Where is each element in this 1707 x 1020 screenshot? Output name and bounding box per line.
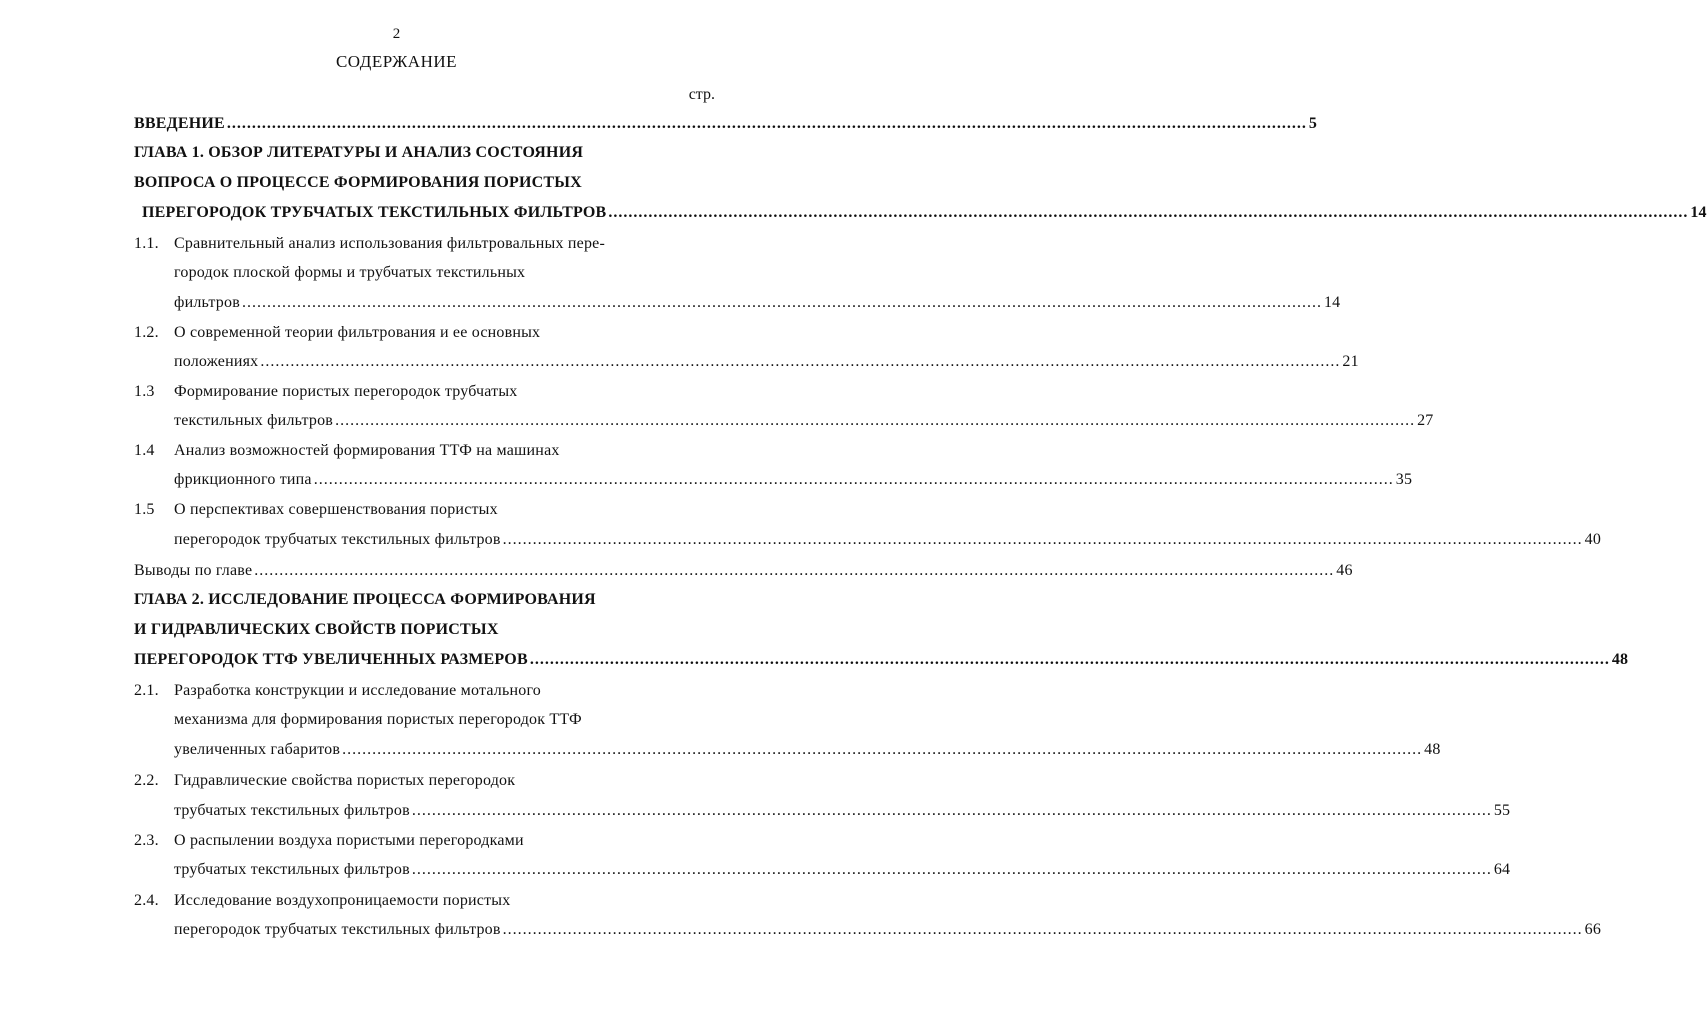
toc-entry-text: Выводы по главе [134, 562, 253, 579]
toc-entry-page: 14 [1690, 204, 1707, 221]
toc-entry-page: 40 [1584, 531, 1602, 548]
toc-entry-text: городок плоской формы и трубчатых текстильных [174, 264, 526, 281]
toc-entry-text: увеличенных габаритов [174, 741, 341, 758]
toc-section-2-1-line-1 [134, 680, 716, 702]
toc-section-number: 1.1. [134, 235, 159, 252]
page-title: СОДЕРЖАНИЕ [335, 52, 458, 71]
toc-entry-page: 48 [1611, 651, 1629, 668]
toc-entry-introduction [134, 113, 1318, 135]
toc-entry-page: 55 [1493, 802, 1511, 819]
toc-chapter-1-line-2 [134, 172, 716, 194]
toc-section-1-1-line-1 [134, 233, 716, 255]
toc-section-2-2-line-1 [134, 770, 716, 792]
toc-entry-text: Гидравлические свойства пористых перегородок [174, 772, 516, 789]
pages-column-label: стр. [688, 86, 715, 103]
toc-section-1-3-line-2 [174, 410, 1434, 432]
toc-entry-page: 5 [1308, 115, 1318, 132]
toc-entry-text: трубчатых текстильных фильтров [174, 802, 410, 819]
toc-entry-page: 35 [1395, 471, 1413, 488]
toc-section-2-3-line-2 [174, 859, 1511, 881]
toc-section-1-1-line-2 [174, 262, 716, 284]
toc-section-2-2-line-2 [174, 800, 1511, 822]
toc-section-2-1-line-3 [174, 739, 1441, 761]
toc-entry-text: Исследование воздухопроницаемости пористых [174, 892, 511, 909]
toc-chapter-2-line-3 [134, 649, 1629, 671]
toc-entry-text: фильтров [174, 294, 240, 311]
toc-chapter-2-line-1 [134, 589, 716, 611]
toc-section-2-4-line-1 [134, 890, 716, 912]
toc-section-1-5-line-1 [134, 499, 716, 521]
toc-section-1-2-line-2 [174, 351, 1359, 373]
toc-entry-text: О распылении воздуха пористыми перегородками [174, 832, 524, 849]
toc-section-number: 2.4. [134, 892, 159, 909]
toc-section-1-4-line-1 [134, 440, 716, 462]
toc-entry-text: ГЛАВА 2. ИССЛЕДОВАНИЕ ПРОЦЕССА ФОРМИРОВАНИЯ [134, 591, 596, 608]
toc-section-2-1-line-2 [174, 709, 716, 731]
toc-entry-page: 66 [1584, 921, 1602, 938]
toc-section-number: 1.5 [134, 501, 155, 518]
toc-section-1-3-line-1 [134, 381, 716, 403]
toc-section-number: 2.2. [134, 772, 159, 789]
toc-chapter-2-line-2 [134, 619, 716, 641]
toc-section-number: 2.3. [134, 832, 159, 849]
toc-entry-text: положениях [174, 353, 259, 370]
toc-entry-text: О современной теории фильтрования и ее основных [174, 324, 541, 341]
toc-entry-text: трубчатых текстильных фильтров [174, 861, 410, 878]
toc-entry-text: Анализ возможностей формирования ТТФ на машинах [174, 442, 560, 459]
toc-entry-page: 64 [1493, 861, 1511, 878]
toc-entry-text: Разработка конструкции и исследование мотального [174, 682, 542, 699]
toc-entry-text: ВОПРОСА О ПРОЦЕССЕ ФОРМИРОВАНИЯ ПОРИСТЫХ [134, 174, 582, 191]
toc-section-1-5-line-2 [174, 529, 1602, 551]
toc-section-number: 1.4 [134, 442, 155, 459]
toc-chapter-1-line-3 [142, 202, 1707, 224]
toc-entry-text: механизма для формирования пористых перегородок ТТФ [174, 711, 582, 728]
toc-section-2-4-line-2 [174, 919, 1602, 941]
toc-entry-text: ПЕРЕГОРОДОК ТРУБЧАТЫХ ТЕКСТИЛЬНЫХ ФИЛЬТРОВ [142, 204, 607, 221]
toc-section-1-2-line-1 [134, 322, 716, 344]
toc-entry-page: 21 [1342, 353, 1359, 370]
toc-chapter-1-line-1 [134, 142, 716, 164]
toc-entry-text: ПЕРЕГОРОДОК ТТФ УВЕЛИЧЕННЫХ РАЗМЕРОВ [134, 651, 528, 668]
toc-entry-page: 46 [1336, 562, 1353, 579]
toc-section-1-1-line-3 [174, 292, 1341, 314]
toc-entry-text: фрикционного типа [174, 471, 312, 488]
toc-entry-text: И ГИДРАВЛИЧЕСКИХ СВОЙСТВ ПОРИСТЫХ [134, 621, 499, 638]
toc-entry-text: текстильных фильтров [174, 412, 334, 429]
toc-entry-text: Формирование пористых перегородок трубчатых [174, 383, 518, 400]
toc-section-number: 1.2. [134, 324, 159, 341]
toc-section-1-4-line-2 [174, 469, 1413, 491]
toc-section-2-3-line-1 [134, 830, 716, 852]
page-number: 2 [392, 26, 401, 42]
toc-entry-text: О перспективах совершенствования пористых [174, 501, 498, 518]
toc-entry-text: перегородок трубчатых текстильных фильтров [174, 921, 501, 938]
toc-entry-page: 14 [1323, 294, 1341, 311]
toc-entry-text: ВВЕДЕНИЕ [134, 115, 225, 132]
toc-entry-chapter-1-conclusions [134, 560, 1353, 582]
toc-entry-text: перегородок трубчатых текстильных фильтров [174, 531, 501, 548]
toc-entry-page: 48 [1424, 741, 1441, 758]
toc-section-number: 1.3 [134, 383, 155, 400]
toc-entry-page: 27 [1417, 412, 1434, 429]
toc-entry-text: ГЛАВА 1. ОБЗОР ЛИТЕРАТУРЫ И АНАЛИЗ СОСТОЯНИЯ [134, 144, 584, 161]
toc-section-number: 2.1. [134, 682, 159, 699]
toc-entry-text: Сравнительный анализ использования фильтровальных пере- [174, 235, 605, 252]
